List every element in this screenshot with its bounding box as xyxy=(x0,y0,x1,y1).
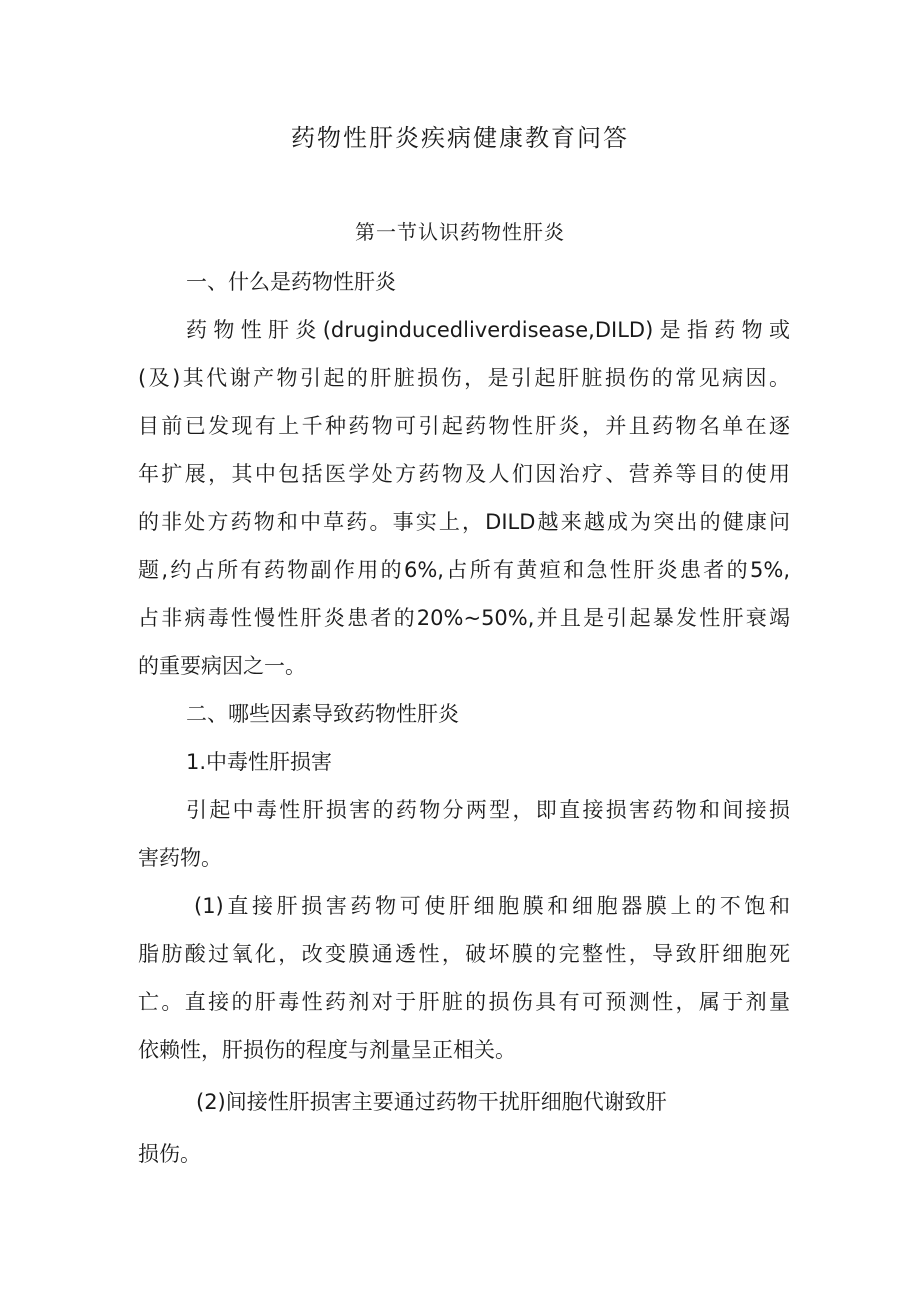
paragraph-line: 年扩展，其中包括医学处方药物及人们因治疗、营养等目的使用 xyxy=(138,462,790,486)
paragraph-line: 药物性肝炎(druginducedliverdisease,DILD)是指药物或 xyxy=(186,318,790,342)
paragraph-line: 脂肪酸过氧化，改变膜通透性，破坏膜的完整性，导致肝细胞死 xyxy=(138,942,790,966)
paragraph-line: 依赖性，肝损伤的程度与剂量呈正相关。 xyxy=(138,1038,516,1062)
paragraph-line: 题,约占所有药物副作用的6%,占所有黄疸和急性肝炎患者的5%, xyxy=(138,558,790,582)
paragraph-line: 损伤。 xyxy=(138,1142,201,1166)
document-title: 药物性肝炎疾病健康教育问答 xyxy=(291,124,629,152)
section-title: 第一节认识药物性肝炎 xyxy=(355,220,565,244)
paragraph-line: (及)其代谢产物引起的肝脏损伤，是引起肝脏损伤的常见病因。 xyxy=(138,366,790,390)
paragraph-line: 害药物。 xyxy=(138,846,222,870)
heading-causes: 二、哪些因素导致药物性肝炎 xyxy=(186,702,459,726)
paragraph-line: (1)直接肝损害药物可使肝细胞膜和细胞器膜上的不饱和 xyxy=(194,894,790,918)
paragraph-line: 目前已发现有上千种药物可引起药物性肝炎，并且药物名单在逐 xyxy=(138,414,790,438)
paragraph-line: 亡。直接的肝毒性药剂对于肝脏的损伤具有可预测性，属于剂量 xyxy=(138,990,790,1014)
paragraph-line: 引起中毒性肝损害的药物分两型，即直接损害药物和间接损 xyxy=(186,798,790,822)
heading-what-is-dild: 一、什么是药物性肝炎 xyxy=(186,270,396,294)
paragraph-line: 占非病毒性慢性肝炎患者的20%~50%,并且是引起暴发性肝衰竭 xyxy=(138,606,790,630)
subheading-toxic-liver-damage: 1.中毒性肝损害 xyxy=(186,750,333,774)
paragraph-line: 的重要病因之一。 xyxy=(138,654,306,678)
paragraph-line: 的非处方药物和中草药。事实上，DILD越来越成为突出的健康问 xyxy=(138,510,790,534)
paragraph-line: (2)间接性肝损害主要通过药物干扰肝细胞代谢致肝 xyxy=(196,1090,667,1114)
